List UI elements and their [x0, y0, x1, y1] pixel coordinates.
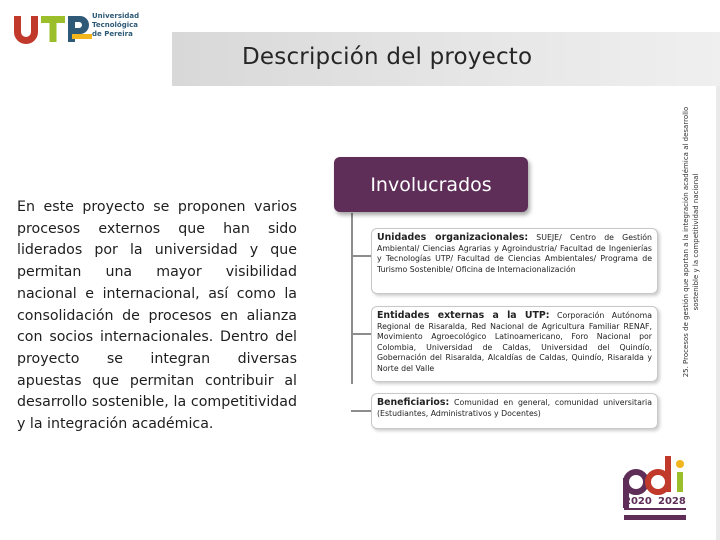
diagram-card-external-entities [371, 306, 658, 382]
card-label: Beneficiarios: [377, 397, 450, 408]
utp-logo-mark [10, 8, 100, 48]
card-label: Unidades organizacionales: [377, 232, 529, 243]
diagram-branch-1 [351, 255, 371, 257]
right-divider [716, 86, 720, 540]
side-note [681, 92, 711, 392]
logo-line-3: de Pereira [92, 30, 133, 38]
side-note-text: 25. Procesos de gestión que aportan a la integración académica al desarrollo sostenible y la competitividad nacional [682, 106, 700, 378]
diagram-card-beneficiaries [371, 393, 658, 429]
diagram-card-organizational-units [371, 228, 658, 294]
pdi-logo [620, 452, 696, 528]
diagram-connector [351, 213, 353, 384]
svg-text:2028: 2028 [658, 496, 686, 507]
diagram-branch-3 [351, 410, 371, 412]
card-text: Corporación Autónoma Regional de Risaralda, Red Nacional de Agricultura Familiar RENAF, Movimiento Agroecológico Latinoamericano, Foro Nacional por Colombia, Universidad de Caldas, Universidad del Quindío, Gobernación del Risaralda, Alcaldías de Caldas, Quindío, Risaralda y Norte del Valle [377, 311, 652, 373]
logo-line-2: Tecnológica [92, 21, 139, 29]
card-text: Comunidad en general, comunidad universitaria (Estudiantes, Administrativos y Docentes) [377, 398, 653, 418]
logo-line-1: Universidad [92, 12, 140, 20]
svg-text:2020: 2020 [624, 496, 652, 507]
diagram-header-label: Involucrados [370, 173, 492, 196]
body-paragraph: En este proyecto se proponen varios procesos externos que han sido liderados por la universidad y que permitan una mayor visibilidad nacional e internacional, así como la consolidación de procesos en alianza con socios internacionales. Dentro del proyecto se integran diversas apuestas que permitan contribuir al desarrollo sostenible, la competitividad y la integración académica. [17, 199, 297, 433]
card-label: Entidades externas a la UTP: [377, 310, 550, 321]
diagram-header [334, 157, 528, 212]
page-title: Descripción del proyecto [242, 44, 533, 70]
diagram-branch-2 [351, 333, 371, 335]
utp-logo-wordmark [92, 12, 152, 39]
card-text: SUEJE/ Centro de Gestión Ambiental/ Ciencias Agrarias y Agroindustria/ Facultad de Ingenierías y Tecnologías UTP/ Facultad de Ciencias Ambientales/ Programa de Turismo Sostenible/ Oficina de Internacionalización [377, 233, 652, 274]
